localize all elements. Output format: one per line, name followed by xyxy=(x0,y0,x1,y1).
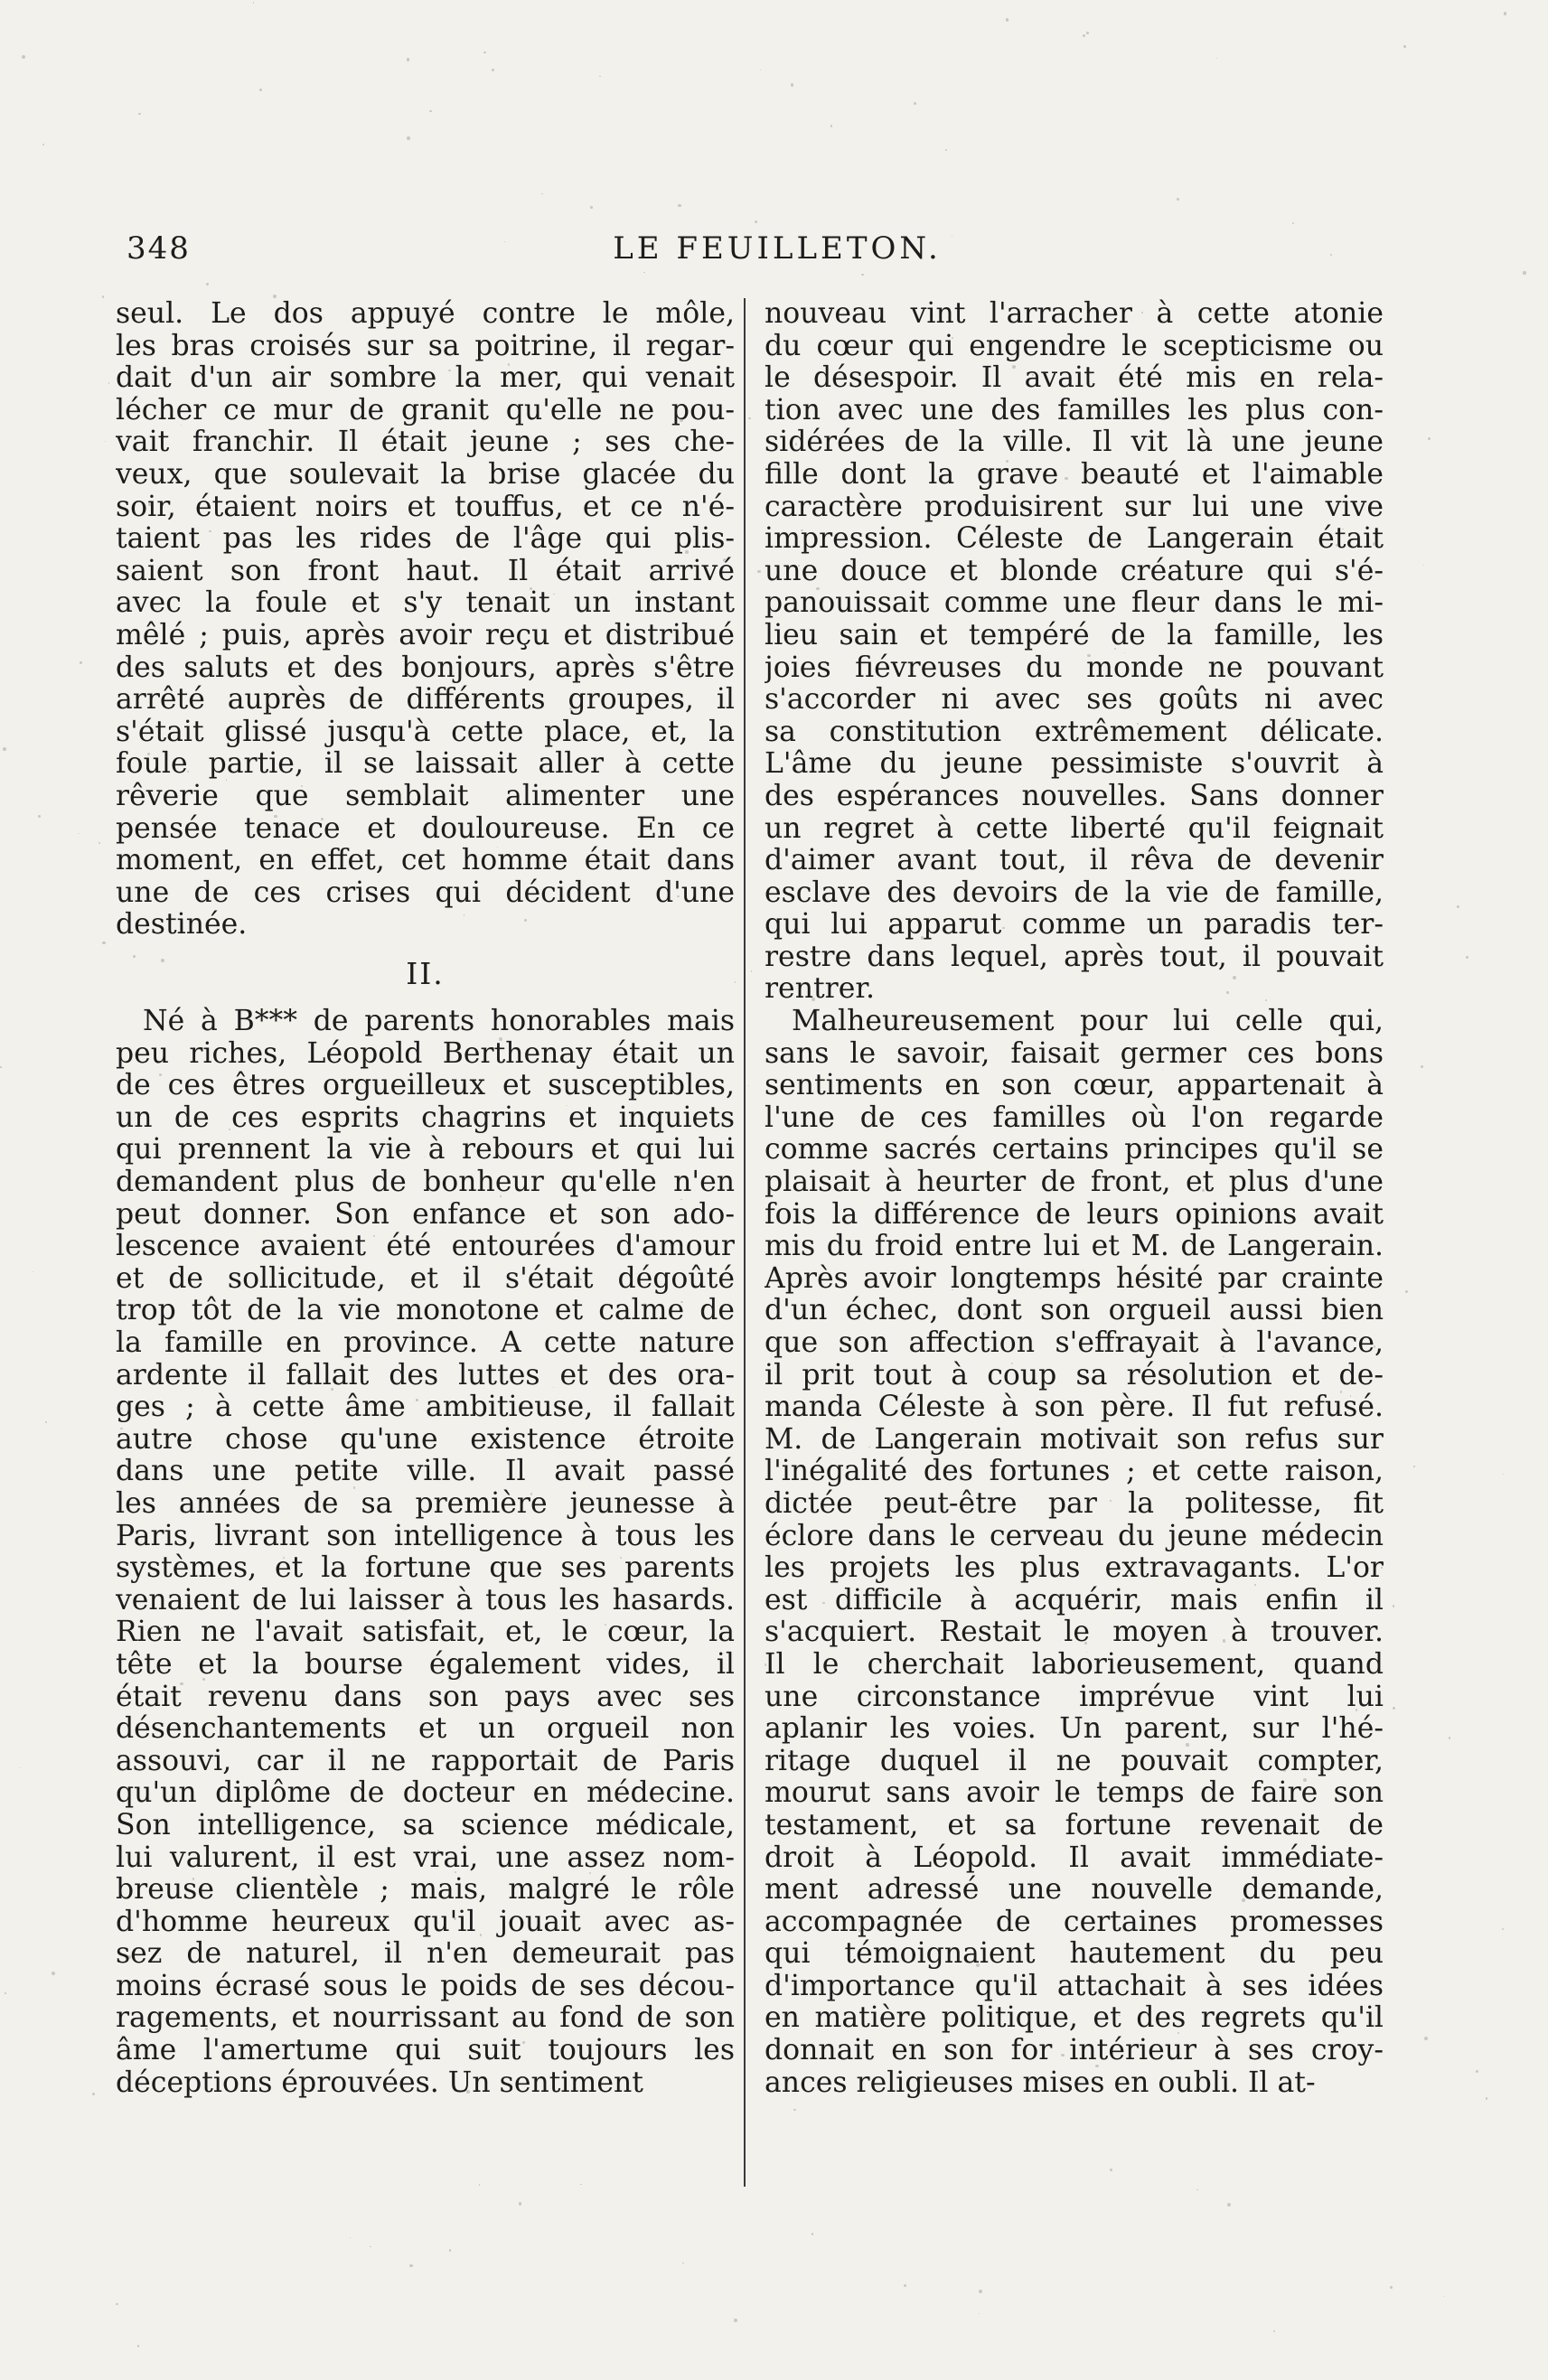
text-line: fille dont la grave beauté et l'aimable xyxy=(765,458,1384,491)
text-line: déceptions éprouvées. Un sentiment xyxy=(116,2066,643,2099)
text-line: qui prennent la vie à rebours et qui lui xyxy=(116,1134,735,1167)
text-line: Son intelligence, sa science médicale, xyxy=(116,1809,735,1841)
section-heading: II. xyxy=(406,955,445,991)
text-line: une circonstance imprévue vint lui xyxy=(765,1681,1384,1713)
text-line: des espérances nouvelles. Sans donner xyxy=(765,780,1384,812)
text-line: donnait en son for intérieur à ses croy- xyxy=(765,2035,1384,2067)
text-line: le désespoir. Il avait été mis en rela- xyxy=(765,362,1384,395)
text-line: mourut sans avoir le temps de faire son xyxy=(765,1777,1384,1810)
text-line: sidérées de la ville. Il vit là une jeune xyxy=(765,426,1384,459)
text-line: s'accorder ni avec ses goûts ni avec xyxy=(765,684,1384,717)
left-column xyxy=(116,298,735,2099)
text-line: l'une de ces familles où l'on regarde xyxy=(765,1101,1384,1134)
text-line: accompagnée de certaines promesses xyxy=(765,1906,1384,1938)
text-line: pensée tenace et douloureuse. En ce xyxy=(116,812,735,845)
text-line: ances religieuses mises en oubli. Il at- xyxy=(765,2066,1316,2099)
text-line: Rien ne l'avait satisfait, et, le cœur, la xyxy=(116,1616,735,1649)
text-line: M. de Langerain motivait son refus sur xyxy=(765,1423,1384,1456)
text-line: rentrer. xyxy=(765,973,875,1006)
text-line: d'importance qu'il attachait à ses idées xyxy=(765,1970,1384,2002)
text-line: d'aimer avant tout, il rêva de devenir xyxy=(765,845,1384,877)
text-line: que son affection s'effrayait à l'avance, xyxy=(765,1327,1384,1359)
text-line: dait d'un air sombre la mer, qui venait xyxy=(116,362,735,395)
text-line: taient pas les rides de l'âge qui plis- xyxy=(116,523,735,556)
text-line: peut donner. Son enfance et son ado- xyxy=(116,1198,735,1231)
running-head xyxy=(127,230,1428,276)
text-line: esclave des devoirs de la vie de famille, xyxy=(765,876,1384,909)
text-line: l'inégalité des fortunes ; et cette raison, xyxy=(765,1456,1384,1488)
text-line: du cœur qui engendre le scepticisme ou xyxy=(765,330,1384,362)
text-line: des saluts et des bonjours, après s'être xyxy=(116,651,735,684)
text-line: L'âme du jeune pessimiste s'ouvrit à xyxy=(765,748,1384,781)
text-line: tion avec une des familles les plus con- xyxy=(765,394,1384,426)
text-line: aplanir les voies. Un parent, sur l'hé- xyxy=(765,1713,1384,1746)
text-line: ges ; à cette âme ambitieuse, il fallait xyxy=(116,1391,735,1424)
text-line: sentiments en son cœur, appartenait à xyxy=(765,1070,1384,1102)
text-line: était revenu dans son pays avec ses xyxy=(116,1681,735,1713)
text-line: droit à Léopold. Il avait immédiate- xyxy=(765,1841,1384,1874)
text-line: une de ces crises qui décident d'une xyxy=(116,876,735,909)
text-line: Paris, livrant son intelligence à tous les xyxy=(116,1520,735,1552)
text-line: demandent plus de bonheur qu'elle n'en xyxy=(116,1167,735,1199)
text-line: dans une petite ville. Il avait passé xyxy=(116,1456,735,1488)
text-line: veux, que soulevait la brise glacée du xyxy=(116,458,735,491)
text-line: panouissait comme une fleur dans le mi- xyxy=(765,587,1384,620)
text-line: destinée. xyxy=(116,909,248,942)
text-line: soir, étaient noirs et touffus, et ce n'é- xyxy=(116,491,735,523)
text-line: seul. Le dos appuyé contre le môle, xyxy=(116,298,735,330)
text-line: mis du froid entre lui et M. de Langerain. xyxy=(765,1231,1384,1263)
text-line: un de ces esprits chagrins et inquiets xyxy=(116,1101,735,1134)
text-line: arrêté auprès de différents groupes, il xyxy=(116,684,735,717)
text-line: dictée peut-être par la politesse, fit xyxy=(765,1487,1384,1520)
text-line: joies fiévreuses du monde ne pouvant xyxy=(765,651,1384,684)
page-number: 348 xyxy=(127,230,191,267)
text-line: en matière politique, et des regrets qu'il xyxy=(765,2002,1384,2035)
text-line: saient son front haut. Il était arrivé xyxy=(116,555,735,587)
text-line: les bras croisés sur sa poitrine, il regar- xyxy=(116,330,735,362)
text-line: comme sacrés certains principes qu'il se xyxy=(765,1134,1384,1167)
text-line: assouvi, car il ne rapportait de Paris xyxy=(116,1745,735,1777)
text-line: systèmes, et la fortune que ses parents xyxy=(116,1552,735,1585)
text-line: manda Céleste à son père. Il fut refusé. xyxy=(765,1391,1384,1424)
text-line: caractère produisirent sur lui une vive xyxy=(765,491,1384,523)
column-divider xyxy=(744,298,746,2187)
text-line: restre dans lequel, après tout, il pouvait xyxy=(765,941,1384,973)
text-line: impression. Céleste de Langerain était xyxy=(765,523,1384,556)
text-line: Il le cherchait laborieusement, quand xyxy=(765,1648,1384,1681)
text-line: lieu sain et tempéré de la famille, les xyxy=(765,619,1384,651)
text-line: plaisait à heurter de front, et plus d'une xyxy=(765,1167,1384,1199)
text-line: Après avoir longtemps hésité par crainte xyxy=(765,1262,1384,1295)
text-line: Né à B*** de parents honorables mais xyxy=(143,1006,735,1038)
text-line: ardente il fallait des luttes et des ora- xyxy=(116,1359,735,1391)
text-line: qui lui apparut comme un paradis ter- xyxy=(765,909,1384,942)
text-line: désenchantements et un orgueil non xyxy=(116,1713,735,1746)
text-line: ritage duquel il ne pouvait compter, xyxy=(765,1745,1384,1777)
text-line: éclore dans le cerveau du jeune médecin xyxy=(765,1520,1384,1552)
text-line: une douce et blonde créature qui s'é- xyxy=(765,555,1384,587)
text-line: qu'un diplôme de docteur en médecine. xyxy=(116,1777,735,1810)
running-title: LE FEUILLETON. xyxy=(613,230,942,267)
text-line: et de sollicitude, et il s'était dégoûté xyxy=(116,1262,735,1295)
text-line: venaient de lui laisser à tous les hasards. xyxy=(116,1584,735,1616)
text-line: il prit tout à coup sa résolution et de- xyxy=(765,1359,1384,1391)
text-line: rêverie que semblait alimenter une xyxy=(116,780,735,812)
text-line: moment, en effet, cet homme était dans xyxy=(116,845,735,877)
text-line: breuse clientèle ; mais, malgré le rôle xyxy=(116,1874,735,1907)
text-line: mêlé ; puis, après avoir reçu et distribué xyxy=(116,619,735,651)
text-line: les projets les plus extravagants. L'or xyxy=(765,1552,1384,1585)
text-line: lescence avaient été entourées d'amour xyxy=(116,1231,735,1263)
text-line: Malheureusement pour lui celle qui, xyxy=(792,1006,1384,1038)
text-line: ragements, et nourrissant au fond de son xyxy=(116,2002,735,2035)
text-line: s'était glissé jusqu'à cette place, et, la xyxy=(116,716,735,748)
text-line: trop tôt de la vie monotone et calme de xyxy=(116,1295,735,1327)
text-line: s'acquiert. Restait le moyen à trouver. xyxy=(765,1616,1384,1649)
text-line: testament, et sa fortune revenait de xyxy=(765,1809,1384,1841)
text-line: d'homme heureux qu'il jouait avec as- xyxy=(116,1906,735,1938)
text-line: d'un échec, dont son orgueil aussi bien xyxy=(765,1295,1384,1327)
text-line: avec la foule et s'y tenait un instant xyxy=(116,587,735,620)
text-line: ment adressé une nouvelle demande, xyxy=(765,1874,1384,1907)
text-line: sez de naturel, il n'en demeurait pas xyxy=(116,1938,735,1971)
text-line: sans le savoir, faisait germer ces bons xyxy=(765,1037,1384,1070)
text-line: tête et la bourse également vides, il xyxy=(116,1648,735,1681)
text-line: est difficile à acquérir, mais enfin il xyxy=(765,1584,1384,1616)
text-line: moins écrasé sous le poids de ses décou- xyxy=(116,1970,735,2002)
text-line: sa constitution extrêmement délicate. xyxy=(765,716,1384,748)
text-line: peu riches, Léopold Berthenay était un xyxy=(116,1037,735,1070)
text-line: de ces êtres orgueilleux et susceptibles, xyxy=(116,1070,735,1102)
text-line: vait franchir. Il était jeune ; ses che- xyxy=(116,426,735,459)
text-line: nouveau vint l'arracher à cette atonie xyxy=(765,298,1384,330)
text-line: lui valurent, il est vrai, une assez nom- xyxy=(116,1841,735,1874)
text-line: âme l'amertume qui suit toujours les xyxy=(116,2035,735,2067)
text-line: qui témoignaient hautement du peu xyxy=(765,1938,1384,1971)
text-line: fois la différence de leurs opinions avait xyxy=(765,1198,1384,1231)
text-line: lécher ce mur de granit qu'elle ne pou- xyxy=(116,394,735,426)
text-line: un regret à cette liberté qu'il feignait xyxy=(765,812,1384,845)
text-line: autre chose qu'une existence étroite xyxy=(116,1423,735,1456)
text-line: foule partie, il se laissait aller à cette xyxy=(116,748,735,781)
right-column xyxy=(765,298,1384,2099)
text-line: la famille en province. A cette nature xyxy=(116,1327,735,1359)
text-line: les années de sa première jeunesse à xyxy=(116,1487,735,1520)
